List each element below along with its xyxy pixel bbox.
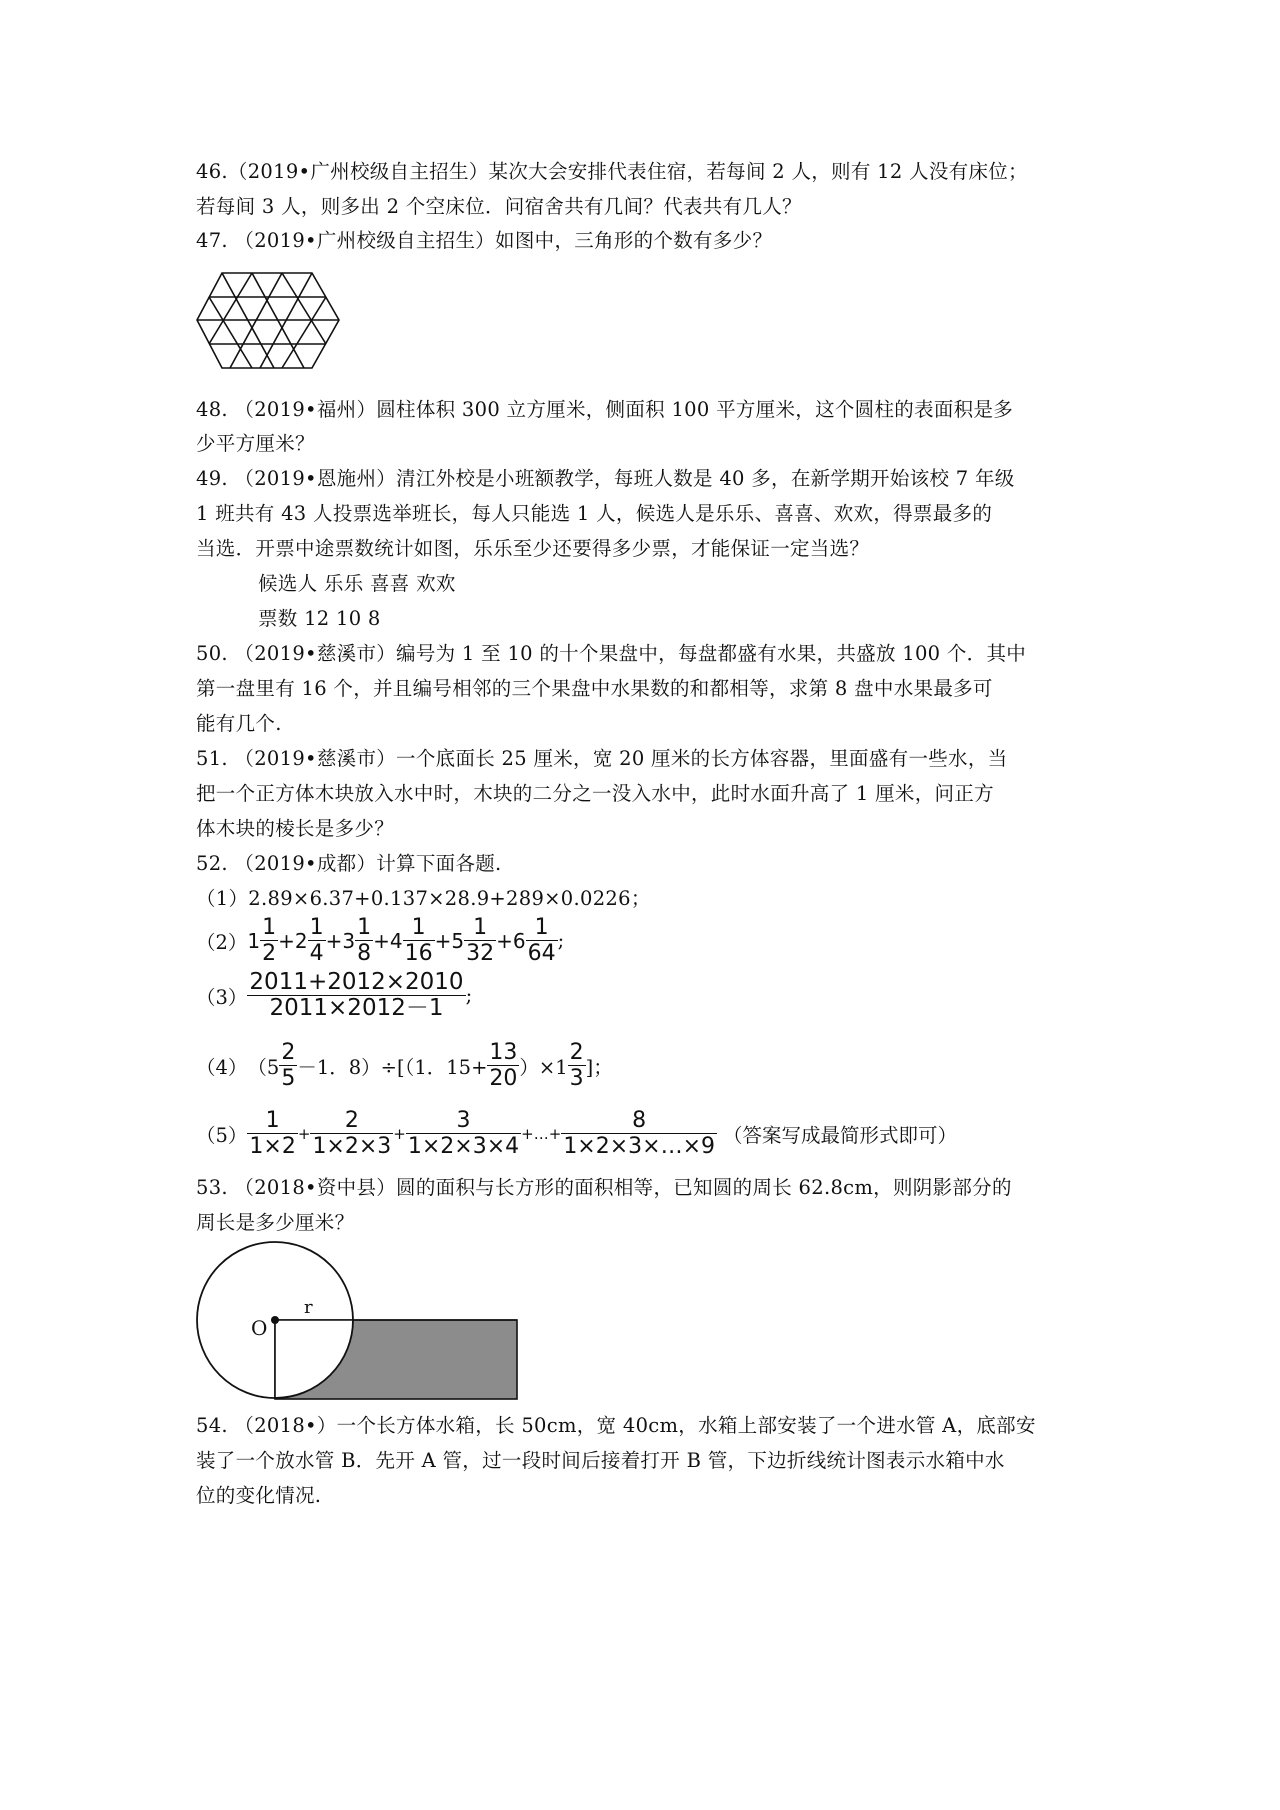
label-r: r xyxy=(304,1297,313,1318)
q48-line1: 48. （2019•福州）圆柱体积 300 立方厘米，侧面积 100 平方厘米，这个圆柱的表面积是多 xyxy=(196,398,1014,421)
q50-line2: 第一盘里有 16 个，并且编号相邻的三个果盘中水果数的和都相等，求第 8 盘中水果最多可 xyxy=(196,677,993,700)
fraction: $\frac{3}{1\times 2\times 3\times 4}$ xyxy=(407,1108,520,1159)
part-label: （5） xyxy=(196,1123,248,1147)
operator: +5 xyxy=(434,928,465,953)
q49-table-row1: 候选人 乐乐 喜喜 欢欢 xyxy=(258,572,456,595)
q52-part1: （1）2.89×6.37+0.137×28.9+289×0.0226； xyxy=(196,887,651,910)
fraction: $\frac{1}{32}$ xyxy=(466,915,495,966)
q51-line2: 把一个正方体木块放入水中时，木块的二分之一没入水中，此时水面升高了 1 厘米，问正方 xyxy=(196,782,994,805)
terminator: ; xyxy=(465,984,473,1007)
fraction: $\frac{1}{64}$ xyxy=(527,915,556,966)
q53-line2: 周长是多少厘米？ xyxy=(196,1211,355,1234)
fraction: $\frac{1}{2}$ xyxy=(262,915,277,966)
q53-line1: 53. （2018•资中县）圆的面积与长方形的面积相等，已知圆的周长 62.8cm，则阴影部分的 xyxy=(196,1176,1012,1199)
operator: +…+ xyxy=(521,1124,562,1143)
fraction: $\frac{1}{1\times 2}$ xyxy=(249,1108,296,1159)
center-dot xyxy=(271,1316,279,1324)
fraction: $\frac{2011+2012\times 2010}{2011\times 2012-1}$ xyxy=(249,969,464,1021)
q49-line1: 49. （2019•恩施州）清江外校是小班额教学，每班人数是 40 多，在新学期开始该校 7 年级 xyxy=(196,467,1015,490)
whole: 1 xyxy=(247,928,261,953)
q47-line1: 47. （2019•广州校级自主招生）如图中，三角形的个数有多少？ xyxy=(196,229,773,252)
q54-line3: 位的变化情况. xyxy=(196,1484,322,1507)
part-label: （4） xyxy=(196,1055,248,1079)
q54-line1: 54. （2018•）一个长方体水箱，长 50cm，宽 40cm，水箱上部安装了一个进水管 A，底部安 xyxy=(196,1414,1036,1437)
q51-line3: 体木块的棱长是多少？ xyxy=(196,817,395,840)
terminator: ]； xyxy=(585,1055,613,1079)
label-o: O xyxy=(251,1316,268,1340)
fraction: $\frac{1}{4}$ xyxy=(309,915,324,966)
operator: +2 xyxy=(278,928,308,953)
fraction: $\frac{2}{5}$ xyxy=(281,1040,296,1091)
q46-line1: 46.（2019•广州校级自主招生）某次大会安排代表住宿，若每间 2 人，则有 12 人没有床位； xyxy=(196,160,1028,183)
operator: +6 xyxy=(496,928,526,953)
operator: +4 xyxy=(373,928,403,953)
fraction: $\frac{1}{16}$ xyxy=(404,915,433,966)
fraction: $\frac{2}{1\times 2\times 3}$ xyxy=(312,1108,392,1159)
q54-line2: 装了一个放水管 B．先开 A 管，过一段时间后接着打开 B 管，下边折线统计图表示水箱中水 xyxy=(196,1449,1005,1472)
operator: +3 xyxy=(325,928,356,953)
q51-line1: 51. （2019•慈溪市）一个底面长 25 厘米，宽 20 厘米的长方体容器，里面盛有一些水，当 xyxy=(196,747,1008,770)
q46-line2: 若每间 3 人，则多出 2 个空床位．问宿舍共有几间？代表共有几人？ xyxy=(196,195,802,218)
text-b: －1．8）÷[（1．15+ xyxy=(297,1055,488,1079)
fraction: $\frac{1}{8}$ xyxy=(357,915,372,966)
q50-line1: 50. （2019•慈溪市）编号为 1 至 10 的十个果盘中，每盘都盛有水果，共盛放 100 个．其中 xyxy=(196,642,1027,665)
terminator: ; xyxy=(557,929,565,952)
text-a: （5 xyxy=(247,1055,280,1079)
fraction: $\frac{2}{3}$ xyxy=(569,1040,584,1091)
fraction: $\frac{13}{20}$ xyxy=(489,1040,518,1091)
note: （答案写成最简形式即可） xyxy=(723,1123,958,1147)
q49-table-row2: 票数 12 10 8 xyxy=(258,607,381,630)
fraction: $\frac{8}{1\times 2\times 3\times\dots\times 9}$ xyxy=(563,1108,716,1159)
q48-line2: 少平方厘米？ xyxy=(196,432,315,455)
q52-line1: 52. （2019•成都）计算下面各题. xyxy=(196,852,502,875)
part-label: （3） xyxy=(196,985,248,1009)
part-label: （2） xyxy=(196,930,248,954)
q50-line3: 能有几个. xyxy=(196,712,282,735)
text-c: ）×1 xyxy=(519,1055,568,1079)
q49-line3: 当选．开票中途票数统计如图，乐乐至少还要得多少票，才能保证一定当选？ xyxy=(196,537,870,560)
q49-line2: 1 班共有 43 人投票选举班长，每人只能选 1 人，候选人是乐乐、喜喜、欢欢，得票最多的 xyxy=(196,502,993,525)
operator: + xyxy=(393,1124,406,1143)
operator: + xyxy=(297,1124,311,1143)
